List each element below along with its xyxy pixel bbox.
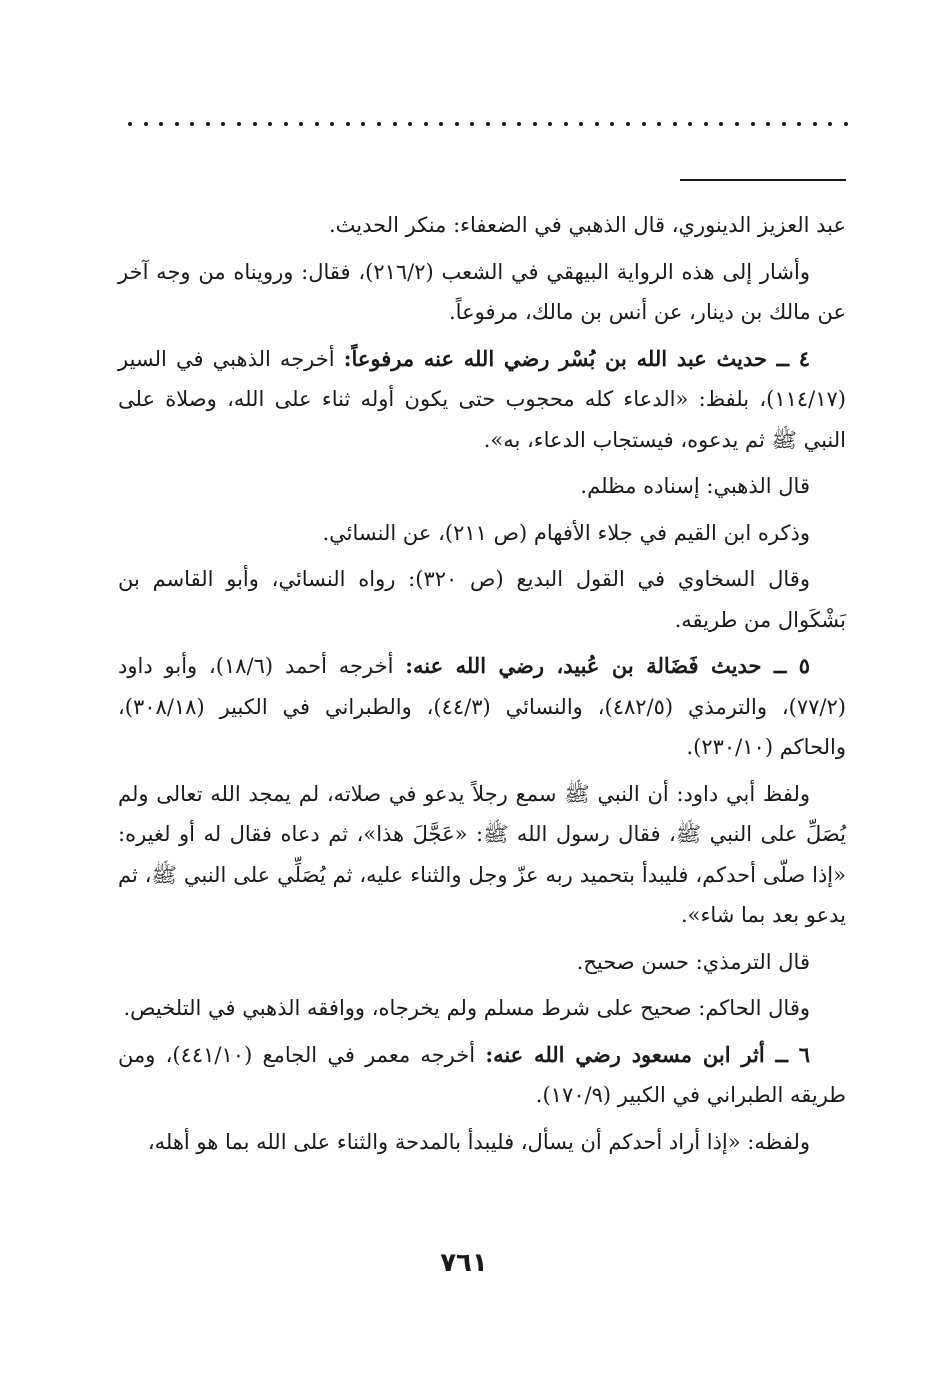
paragraph: وأشار إلى هذه الرواية البيهقي في الشعب (٢١٦/٢)، فقال: ورويناه من وجه آخر عن مالك بن دينار، عن أنس بن مالك، مرفوعاً.	[118, 259, 846, 324]
paragraph	[118, 339, 846, 461]
hadith-heading: ٥ ــ حديث فَضَالة بن عُبيد، رضي الله عنه:	[405, 653, 811, 678]
paragraph: ولفظ أبي داود: أن النبي ﷺ سمع رجلاً يدعو في صلاته، لم يمجد الله تعالى ولم يُصَلِّ على النبي ﷺ، فقال رسول الله ﷺ: «عَجَّلَ هذا»، ثم دعاه فقال له أو لغيره: «إذا صلّى أحدكم، فليبدأ بتحميد ربه عزّ وجل والثناء عليه، ثم يُصَلِّي على النبي ﷺ، ثم يدعو بعد بما شاء».	[118, 781, 846, 927]
body-text	[118, 205, 846, 1168]
paragraph-text: أخرجه الذهبي في السير (١١٤/١٧)، بلفظ: «الدعاء كله محجوب حتى يكون أوله ثناء على الله، وصلاة على النبي ﷺ ثم يدعوه، فيستجاب الدعاء، به».	[118, 346, 846, 452]
paragraph	[118, 1035, 846, 1116]
paragraph: ولفظه: «إذا أراد أحدكم أن يسأل، فليبدأ بالمدحة والثناء على الله بما هو أهله،	[147, 1129, 810, 1154]
paragraph-text: أخرجه معمر في الجامع (٤٤١/١٠)، ومن طريقه الطبراني في الكبير (١٧٠/٩).	[118, 1042, 846, 1107]
paragraph: وقال الحاكم: صحيح على شرط مسلم ولم يخرجاه، ووافقه الذهبي في التلخيص.	[123, 996, 810, 1020]
paragraph: عبد العزيز الدينوري، قال الذهبي في الضعفاء: منكر الحديث.	[329, 213, 846, 237]
hadith-heading: ٦ ــ أثر ابن مسعود رضي الله عنه:	[485, 1041, 810, 1067]
paragraph-text: أخرجه أحمد (١٨/٦)، وأبو داود (٧٧/٢)، والترمذي (٤٨٢/٥)، والنسائي (٤٤/٣)، والطبراني في الكبير (٣٠٨/١٨)، والحاكم (٢٣٠/١٠).	[118, 654, 846, 759]
paragraph: وقال السخاوي في القول البديع (ص ٣٢٠): رواه النسائي، وأبو القاسم بن بَشْكَوال من طريقه.	[118, 567, 846, 632]
page-number: ٧٦١	[440, 1248, 488, 1278]
hadith-heading: ٤ ــ حديث عبد الله بن بُسْر رضي الله عنه مرفوعاً:	[343, 345, 811, 371]
footnote-rule	[680, 179, 846, 181]
paragraph: قال الترمذي: حسن صحيح.	[576, 949, 810, 974]
paragraph	[118, 646, 846, 768]
paragraph: قال الذهبي: إسناده مظلم.	[580, 474, 810, 498]
dotted-separator	[128, 118, 848, 130]
paragraph: وذكره ابن القيم في جلاء الأفهام (ص ٢١١)، عن النسائي.	[322, 520, 810, 545]
